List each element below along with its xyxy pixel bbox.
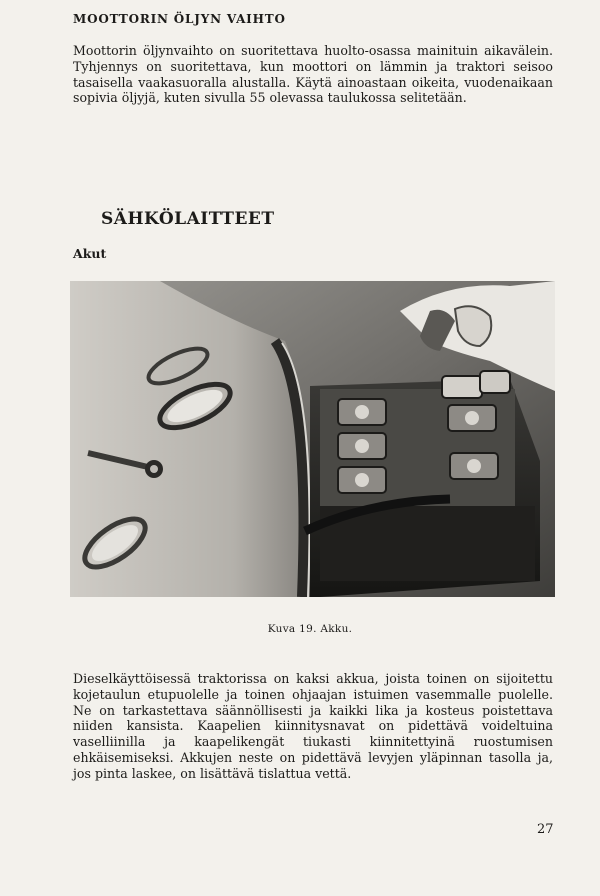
page-number: 27 <box>537 822 554 837</box>
battery-paragraph: Dieselkäyttöisessä traktorissa on kaksi akkua, joista toinen on sijoitettu kojetaulun etupuolelle ja toinen ohjaajan istuimen vasemmalle puolelle. Ne on tarkastettava säännöllisesti ja kaikki lika ja kosteus poistettava niiden kansista. Kaapelien kiinnitysnavat on pidettävä voideltuina vaselliinilla ja kaapelikengät tiukasti kiinnitettyinä ruostumisen ehkäisemiseksi. Akkujen neste on pidettävä levyjen yläpinnan tasolla ja, jos pinta laskee, on lisättävä tislattua vettä. <box>73 671 553 781</box>
oil-change-paragraph: Moottorin öljynvaihto on suoritettava huolto-osassa mainituin aikavälein. Tyhjennys on suoritettava, kun moottori on lämmin ja traktori seisoo tasaisella vaakasuoralla alustalla. Käytä ainoastaan oikeita, vuodenaikaan sopivia öljyjä, kuten sivulla 55 olevassa taulukossa selitetään. <box>73 43 553 106</box>
section-title: SÄHKÖLAITTEET <box>101 209 275 229</box>
battery-photo <box>70 281 555 597</box>
figure-caption: Kuva 19. Akku. <box>267 623 353 635</box>
oil-change-heading: MOOTTORIN ÖLJYN VAIHTO <box>73 12 286 26</box>
subsection-title: Akut <box>73 246 107 261</box>
